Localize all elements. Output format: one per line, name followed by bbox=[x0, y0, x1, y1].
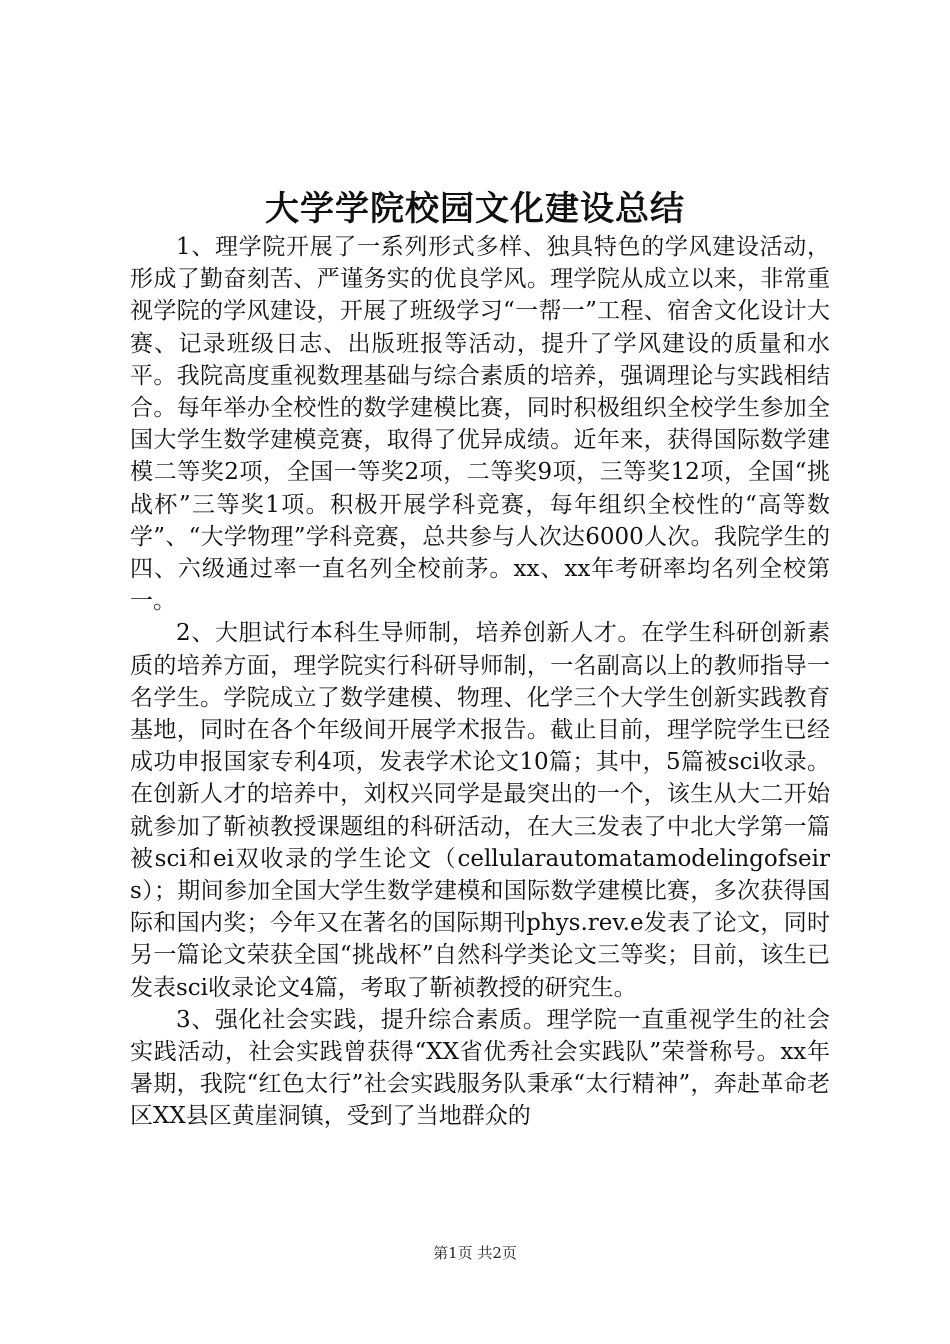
paragraph-1: 1、理学院开展了一系列形式多样、独具特色的学风建设活动，形成了勤奋刻苦、严谨务实的优良学风。理学院从成立以来，非常重视学院的学风建设，开展了班级学习“一帮一”工程、宿舍文化设计大赛、记录班级日志、出版班报等活动，提升了学风建设的质量和水平。我院高度重视数理基础与综合素质的培养，强调理论与实践相结合。每年举办全校性的数学建模比赛，同时积极组织全校学生参加全国大学生数学建模竞赛，取得了优异成绩。近年来，获得国际数学建模二等奖2项，全国一等奖2项，二等奖9项，三等奖12项，全国“挑战杯”三等奖1项。积极开展学科竞赛，每年组织全校性的“高等数学”、“大学物理”学科竞赛，总共参与人次达6000人次。我院学生的四、六级通过率一直名列全校前茅。xx、xx年考研率均名列全校第一。 bbox=[130, 234, 830, 615]
document-title: 大学学院校园文化建设总结 bbox=[265, 189, 685, 229]
paragraph-3: 3、强化社会实践，提升综合素质。理学院一直重视学生的社会实践活动，社会实践曾获得“XX省优秀社会实践队”荣誉称号。xx年暑期，我院“红色太行”社会实践服务队秉承“太行精神”，奔赴革命老区XX县区黄崖洞镇，受到了当地群众的 bbox=[130, 1006, 830, 1130]
page-footer: 第1页 共2页 bbox=[433, 1244, 517, 1262]
paragraph-2: 2、大胆试行本科生导师制，培养创新人才。在学生科研创新素质的培养方面，理学院实行科研导师制，一名副高以上的教师指导一名学生。学院成立了数学建模、物理、化学三个大学生创新实践教育基地，同时在各个年级间开展学术报告。截止目前，理学院学生已经成功申报国家专利4项，发表学术论文10篇；其中，5篇被sci收录。在创新人才的培养中，刘权兴同学是最突出的一个，该生从大二开始就参加了靳祯教授课题组的科研活动，在大三发表了中北大学第一篇被sci和ei双收录的学生论文（cellularautomatamodelingofseirs）；期间参加全国大学生数学建模和国际数学建模比赛，多次获得国际和国内奖；今年又在著名的国际期刊phys.rev.e发表了论文，同时另一篇论文荣获全国“挑战杯”自然科学类论文三等奖；目前，该生已发表sci收录论文4篇，考取了靳祯教授的研究生。 bbox=[130, 620, 830, 1001]
document-body bbox=[130, 231, 830, 1133]
